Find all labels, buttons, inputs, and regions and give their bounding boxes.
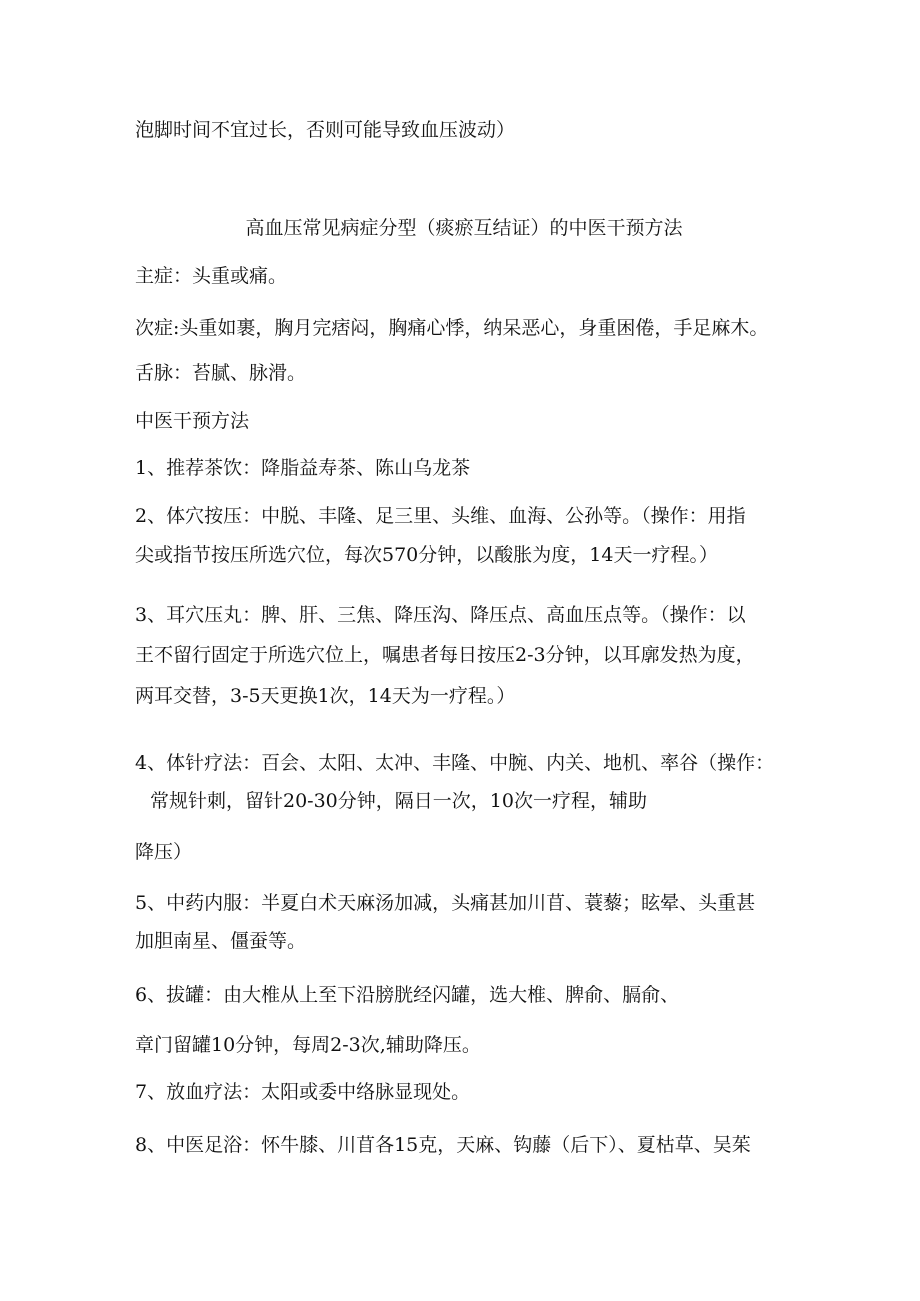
item-3-ear-line-1: 3、耳穴压丸：脾、肝、三焦、降压沟、降压点、高血压点等。（操作：以 [135, 604, 746, 626]
item-1-tea: 1、推荐茶饮：降脂益寿茶、陈山乌龙茶 [135, 457, 471, 479]
item-4-acupuncture-line-1: 4、体针疗法：百会、太阳、太冲、丰隆、中腕、内关、地机、率谷（操作： [135, 752, 775, 774]
intervention-heading: 中医干预方法 [135, 410, 250, 432]
item-6-cupping-line-1: 6、拔罐：由大椎从上至下沿膀胱经闪罐，选大椎、脾俞、膈俞、 [135, 984, 680, 1006]
text-line-footbath-note: 泡脚时间不宜过长，否则可能导致血压波动） [135, 119, 516, 141]
item-7-bloodletting: 7、放血疗法：太阳或委中络脉显现处。 [135, 1081, 471, 1103]
item-4-acupuncture-line-2: 常规针刺，留针20-30分钟，隔日一次，10次一疗程，辅助 [150, 790, 647, 812]
item-3-ear-line-2: 王不留行固定于所选穴位上，嘱患者每日按压2-3分钟，以耳廓发热为度， [135, 644, 755, 666]
item-5-herbal-line-2: 加胆南星、僵蚕等。 [135, 930, 307, 952]
item-5-herbal-line-1: 5、中药内服：半夏白术天麻汤加减，头痛甚加川苜、蓑藜；眩晕、头重甚 [135, 892, 756, 914]
item-2-acupressure-line-1: 2、体穴按压：中脱、丰隆、足三里、头维、血海、公孙等。（操作：用指 [135, 505, 746, 527]
tongue-pulse-line: 舌脉：苔腻、脉滑。 [135, 362, 307, 384]
main-symptom-line: 主症：头重或痛。 [135, 265, 288, 287]
secondary-symptom-line: 次症:头重如裹，胸月完痞闷，胸痛心悸，纳呆恶心，身重困倦，手足麻木。 [135, 317, 769, 339]
item-2-acupressure-line-2: 尖或指节按压所选穴位，每次570分钟，以酸胀为度，14天一疗程。） [135, 544, 718, 566]
item-8-footbath: 8、中医足浴：怀牛膝、川苜各15克，天麻、钩藤（后下）、夏枯草、吴茱 [135, 1134, 751, 1156]
item-4-acupuncture-line-3: 降压） [135, 841, 193, 863]
section-title: 高血压常见病症分型（痰瘀互结证）的中医干预方法 [245, 217, 683, 239]
item-3-ear-line-3: 两耳交替，3-5天更换1次，14天为一疗程。） [135, 685, 516, 707]
item-6-cupping-line-2: 章门留罐10分钟，每周2-3次,辅助降压。 [135, 1034, 481, 1056]
